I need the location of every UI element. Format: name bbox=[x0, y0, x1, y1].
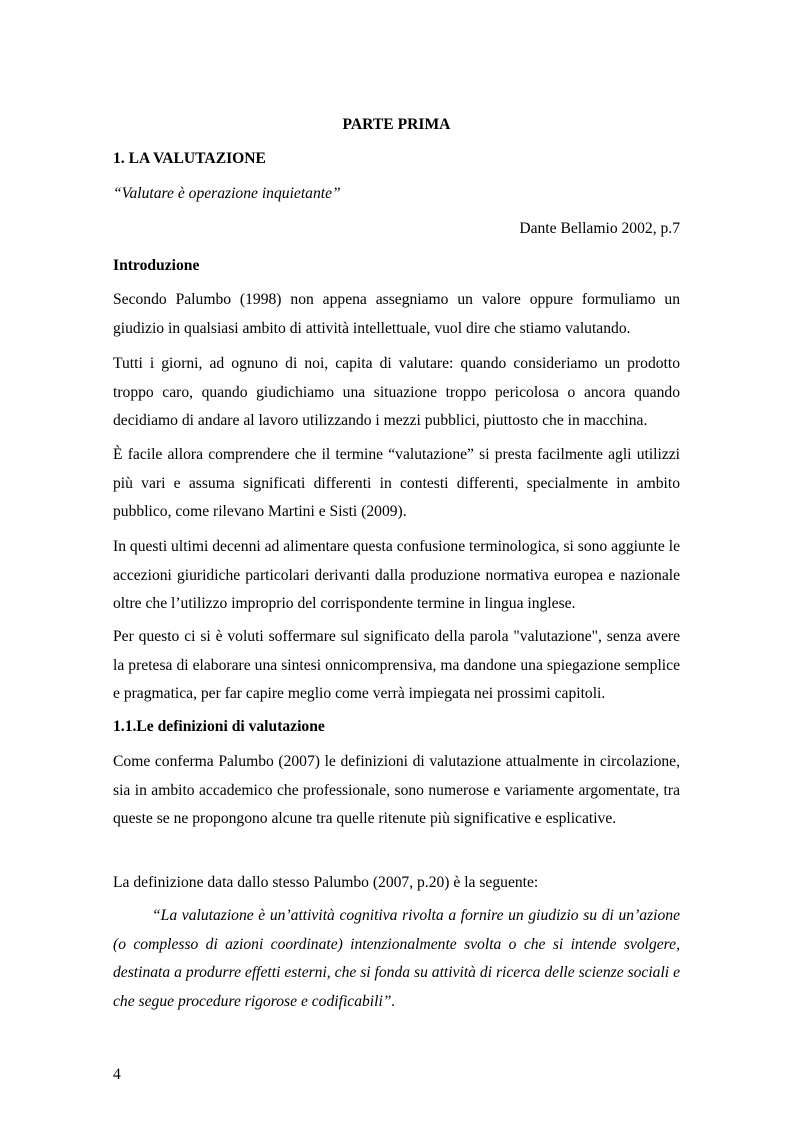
paragraph: Tutti i giorni, ad ognuno di noi, capita di valutare: quando consideriamo un prodotto troppo caro, quando giudichiamo una situazione troppo pericolosa o ancora quando decidiamo di andare al lavoro utilizzando i mezzi pubblici, piuttosto che in macchina. bbox=[113, 355, 680, 429]
paragraph: La definizione data dallo stesso Palumbo (2007, p.20) è la seguente: bbox=[113, 874, 539, 891]
epigraph: “Valutare è operazione inquietante” bbox=[113, 185, 341, 202]
paragraph: Per questo ci si è voluti soffermare sul significato della parola "valutazione", senza avere la pretesa di elaborare una sintesi onnicomprensiva, ma dandone una spiegazione semplice e pragmatica, per far capire meglio come verrà impiegata nei prossimi capitoli. bbox=[113, 628, 680, 702]
page-number: 4 bbox=[113, 1066, 121, 1083]
section-title: 1.1.Le definizioni di valutazione bbox=[113, 718, 325, 735]
part-title: PARTE PRIMA bbox=[342, 116, 451, 133]
epigraph-attribution: Dante Bellamio 2002, p.7 bbox=[519, 220, 680, 237]
paragraph: In questi ultimi decenni ad alimentare questa confusione terminologica, si sono aggiunte le accezioni giuridiche particolari derivanti dalla produzione normativa europea e nazionale oltre che l’utilizzo improprio del corrispondente termine in lingua inglese. bbox=[113, 538, 680, 612]
chapter-title: 1. LA VALUTAZIONE bbox=[113, 150, 266, 167]
paragraph: Secondo Palumbo (1998) non appena assegniamo un valore oppure formuliamo un giudizio in qualsiasi ambito di attività intellettuale, vuol dire che stiamo valutando. bbox=[113, 291, 680, 337]
intro-heading: Introduzione bbox=[113, 257, 200, 274]
paragraph: È facile allora comprendere che il termine “valutazione” si presta facilmente agli utilizzi più vari e assuma significati differenti in contesti differenti, specialmente in ambito pubblico, come rilevano Martini e Sisti (2009). bbox=[113, 446, 680, 520]
block-quote: “La valutazione è un’attività cognitiva rivolta a fornire un giudizio su di un’azione (o complesso di azioni coordinate) intenzionalmente svolta o che si intende svolgere, destinata a produrre effetti esterni, che si fonda su attività di ricerca delle scienze sociali e che segue procedure rigorose e codificabili”. bbox=[113, 907, 680, 1010]
paragraph: Come conferma Palumbo (2007) le definizioni di valutazione attualmente in circolazione, sia in ambito accademico che professionale, sono numerose e variamente argomentate, tra queste se ne propongono alcune tra quelle ritenute più significative e esplicative. bbox=[113, 753, 680, 827]
